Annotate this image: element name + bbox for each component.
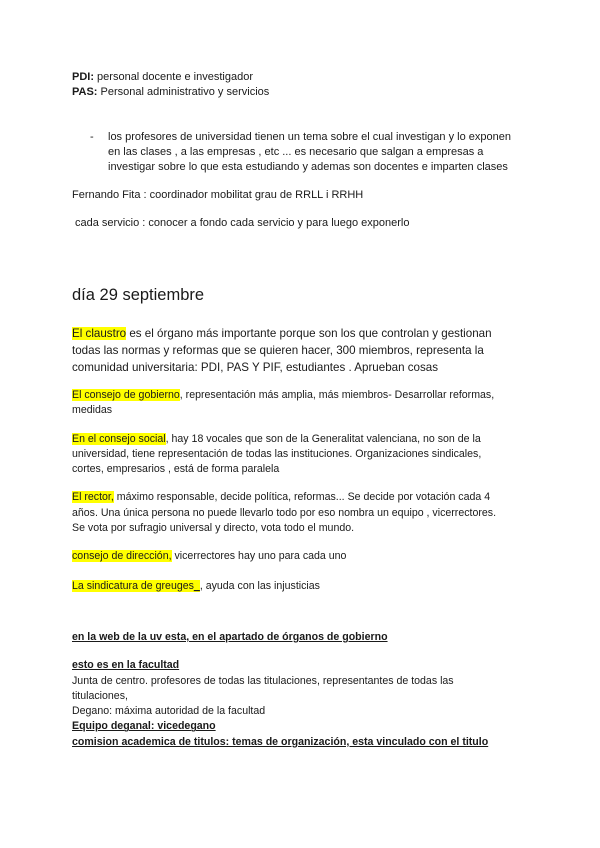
paragraph-line: cortes, empresarios , está de forma paralela xyxy=(72,463,280,476)
bullet-line: en las clases , a las empresas , etc ... es necesario que salgan a empresas a xyxy=(108,146,484,158)
section-consejo-social xyxy=(72,432,532,478)
bullet-line: investigar sobre lo que esta estudiando y ademas son docentes e imparten clases xyxy=(108,161,508,173)
paragraph-line xyxy=(72,432,532,447)
highlighted-term: En el consejo social xyxy=(72,432,166,445)
junta-line: titulaciones, xyxy=(72,689,128,702)
definition-term: PDI: xyxy=(72,71,94,83)
definitions-block xyxy=(72,70,532,100)
web-title: en la web de la uv esta, en el apartado de órganos de gobierno xyxy=(72,630,388,643)
section-facultad xyxy=(72,658,532,750)
definition-text: personal docente e investigador xyxy=(94,71,253,83)
highlighted-term: La sindicatura de greuges xyxy=(72,579,194,592)
paragraph-line xyxy=(72,388,532,403)
highlighted-underscore: _ xyxy=(193,579,200,592)
bullet-item xyxy=(72,130,532,175)
date-heading: día 29 septiembre xyxy=(72,286,205,304)
facultad-title: esto es en la facultad xyxy=(72,659,180,672)
junta-line: Junta de centro. profesores de todas las titulaciones, representantes de todas las xyxy=(72,674,454,687)
definition-pdi xyxy=(72,70,532,85)
paragraph-line: universidad, tiene representación de todas las instituciones. Organizaciones sindicales, xyxy=(72,447,482,460)
paragraph-line xyxy=(72,579,532,594)
definition-pas xyxy=(72,85,532,100)
paragraph-line xyxy=(72,549,532,564)
definition-term: PAS: xyxy=(72,86,98,98)
definition-text: Personal administrativo y servicios xyxy=(97,86,270,98)
paragraph-line: Se vota por sufragio universal y directo, vota todo el mundo. xyxy=(72,522,355,535)
highlighted-term: consejo de dirección, xyxy=(72,550,172,563)
paragraph-text: vicerrectores hay uno para cada uno xyxy=(171,550,347,563)
paragraph-text: , hay 18 vocales que son de la Generalitat valenciana, no son de la xyxy=(165,432,481,445)
paragraph-line: comunidad universitaria: PDI, PAS Y PIF, estudiantes . Aprueban cosas xyxy=(72,361,439,374)
coordinator-line: Fernando Fita : coordinador mobilitat grau de RRLL i RRHH xyxy=(72,189,364,201)
section-consejo-direccion xyxy=(72,549,532,564)
bullet-marker: - xyxy=(90,131,94,143)
highlighted-term: El consejo de gobierno xyxy=(72,389,180,401)
document-page xyxy=(72,70,532,750)
equipo-deganal-line: Equipo deganal: vicedegano xyxy=(72,720,216,733)
degano-line: Degano: máxima autoridad de la facultad xyxy=(72,705,266,718)
paragraph-text: máximo responsable, decide política, reformas... Se decide por votación cada 4 xyxy=(113,491,491,504)
paragraph-line: años. Una única persona no puede llevarlo todo por eso nombra un equipo , vicerrectores. xyxy=(72,506,497,519)
section-web xyxy=(72,630,532,645)
highlighted-term: El rector, xyxy=(72,491,114,504)
comision-line: comision academica de titulos: temas de organización, esta vinculado con el titulo xyxy=(72,735,489,748)
section-claustro xyxy=(72,325,532,376)
paragraph-line: todas las normas y reformas que se quieren hacer, 300 miembros, representa la xyxy=(72,344,484,357)
paragraph-text: es el órgano más importante porque son los que controlan y gestionan xyxy=(126,327,492,340)
paragraph-text: , ayuda con las injusticias xyxy=(199,579,320,592)
highlighted-term: El claustro xyxy=(72,327,127,340)
service-line: cada servicio : conocer a fondo cada servicio y para luego exponerlo xyxy=(75,217,410,229)
bullet-line: los profesores de universidad tienen un tema sobre el cual investigan y lo exponen xyxy=(108,131,511,143)
paragraph-text: , representación más amplia, más miembros- Desarrollar reformas, xyxy=(179,389,495,401)
section-rector xyxy=(72,490,532,536)
section-sindicatura xyxy=(72,579,532,594)
paragraph-line xyxy=(72,490,532,505)
section-consejo-gobierno xyxy=(72,388,532,419)
paragraph-line xyxy=(72,325,532,342)
paragraph-line: medidas xyxy=(72,404,113,417)
